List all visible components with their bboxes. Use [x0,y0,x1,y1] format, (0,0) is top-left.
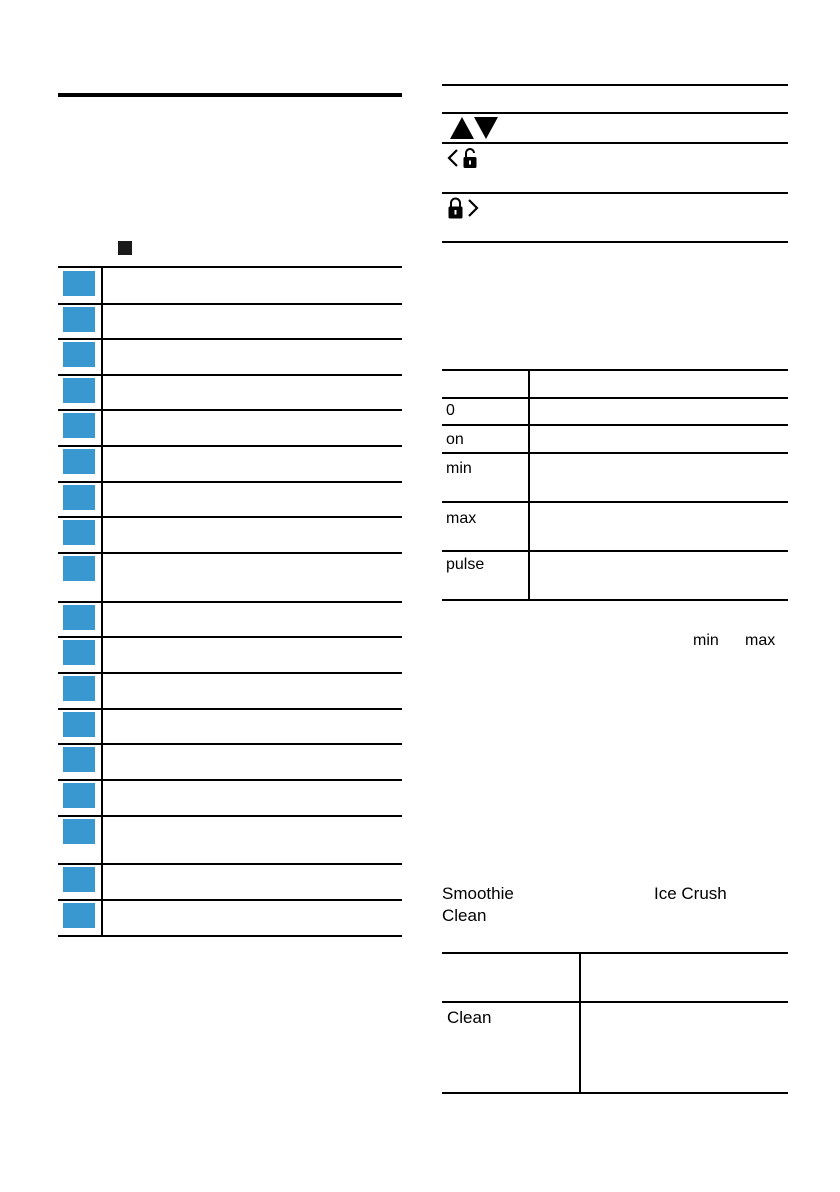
down-triangle-icon [474,117,498,139]
parts-list-row-rule [58,303,402,305]
speed-table-header-rule [442,397,788,399]
parts-list-column-divider [101,267,103,936]
program-table-clean: Clean [447,1008,492,1027]
program-ice-crush: Ice Crush [654,884,727,903]
part-marker-9 [63,556,95,581]
parts-list-row-rule [58,338,402,340]
locked-chevron-right-icon [446,195,482,223]
part-marker-15 [63,783,95,808]
parts-list-row-rule [58,374,402,376]
parts-list-row-rule [58,779,402,781]
parts-list-row-rule [58,935,402,937]
parts-list-row-rule [58,516,402,518]
program-table-row-rule [442,1001,788,1003]
parts-list-row-rule [58,409,402,411]
speed-table-bottom-rule [442,599,788,601]
control-table-bottom-rule [442,241,788,243]
program-smoothie: Smoothie [442,884,514,903]
part-marker-10 [63,605,95,630]
part-marker-7 [63,485,95,510]
section-heading-bar [58,93,402,97]
parts-list-row-rule [58,815,402,817]
speed-setting-0: 0 [446,402,455,419]
parts-list-row-rule [58,863,402,865]
part-marker-11 [63,640,95,665]
speed-setting-max: max [446,510,477,527]
up-triangle-icon [450,117,474,139]
speed-table-row-rule [442,424,788,426]
speed-setting-min: min [446,460,472,477]
part-marker-12 [63,676,95,701]
speed-table-row-rule [442,550,788,552]
part-marker-6 [63,449,95,474]
parts-list-row-rule [58,672,402,674]
part-marker-18 [63,903,95,928]
speed-range-min: min [693,632,719,649]
speed-range-max: max [745,632,776,649]
parts-list-row-rule [58,601,402,603]
legend-square-icon [118,241,132,255]
part-marker-13 [63,712,95,737]
control-table-row-rule [442,142,788,144]
speed-setting-on: on [446,431,464,448]
parts-list-row-rule [58,899,402,901]
parts-list-row-rule [58,481,402,483]
program-table-bottom-rule [442,1092,788,1094]
speed-table-row-rule [442,501,788,503]
part-marker-17 [63,867,95,892]
part-marker-16 [63,819,95,844]
control-table-row-rule [442,192,788,194]
part-marker-8 [63,520,95,545]
speed-table-top-rule [442,369,788,371]
part-marker-14 [63,747,95,772]
program-table-top-rule [442,952,788,954]
program-table-column-divider [579,952,581,1093]
parts-list-row-rule [58,445,402,447]
program-clean: Clean [442,906,487,925]
part-marker-5 [63,413,95,438]
parts-list-row-rule [58,636,402,638]
speed-table-row-rule [442,452,788,454]
control-table-top-rule [442,84,788,86]
part-marker-3 [63,342,95,367]
part-marker-1 [63,271,95,296]
control-table-header-rule [442,112,788,114]
speed-table-column-divider [528,369,530,600]
parts-list-row-rule [58,552,402,554]
parts-list-row-rule [58,743,402,745]
speed-setting-pulse: pulse [446,556,485,573]
part-marker-2 [63,307,95,332]
parts-list-row-rule [58,708,402,710]
parts-list-top-rule [58,266,402,268]
chevron-left-unlocked-icon [446,146,480,172]
part-marker-4 [63,378,95,403]
